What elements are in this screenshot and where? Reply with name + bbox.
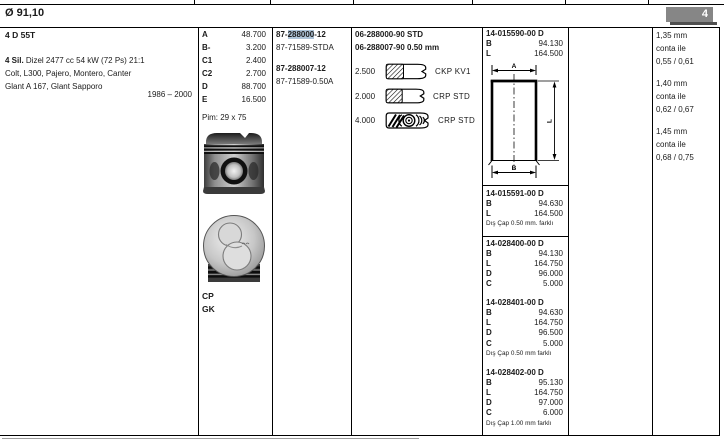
dim-row (202, 69, 266, 82)
liner-block (486, 238, 563, 290)
dim-row (202, 95, 266, 108)
liner-dim-label: C (486, 408, 492, 418)
liner-dim-value: 94.630 (538, 308, 563, 317)
liner-dim-row (486, 259, 563, 269)
liner-dim-row (486, 249, 563, 259)
liner-dim-row (486, 279, 563, 289)
gasket-note (656, 125, 716, 164)
grid-stub (194, 0, 195, 4)
liner-dim-label: B (486, 377, 492, 387)
liner-dim-label: L (486, 258, 491, 268)
ring-type-label: CRP STD (433, 91, 471, 101)
liner-dim-value: 164.750 (534, 258, 563, 268)
dim-value: 48.700 (241, 29, 266, 39)
gasket-label: conta ile (656, 140, 686, 149)
cylinder-count: 4 Sil. (5, 56, 24, 65)
piston-number-alt-oversize: 87-71589-0.50A (276, 77, 334, 86)
bore-diameter-heading: Ø 91,10 (5, 7, 45, 19)
compression-ring-icon (385, 88, 425, 104)
liner-dim-value: 164.500 (534, 49, 563, 59)
column-border (351, 27, 352, 435)
engine-spec-line (5, 56, 195, 66)
gasket-range: 0,55 / 0,61 (656, 57, 694, 66)
oil-ring-icon (385, 111, 430, 130)
liner-dim-b-label: B (511, 165, 517, 172)
gasket-thickness: 1,35 mm (656, 31, 688, 40)
ring-row (355, 111, 475, 130)
ring-type-label: CRP STD (438, 115, 476, 125)
dim-value: 2.700 (245, 69, 266, 79)
liner-dim-value: 164.750 (534, 318, 563, 328)
gasket-range: 0,68 / 0,75 (656, 153, 694, 162)
dim-label: C2 (202, 69, 213, 79)
liner-number: 14-015591-00 D (486, 188, 544, 198)
pn-suffix: -12 (314, 29, 326, 39)
grid-stub (565, 0, 566, 4)
production-years: 1986 – 2000 (147, 90, 192, 99)
liner-dim-row (486, 398, 563, 408)
piston-dimensions (202, 30, 266, 109)
ring-type-label: CKP KV1 (435, 67, 471, 76)
grid-stub (270, 0, 271, 4)
liner-dim-label: B (486, 248, 492, 258)
liner-dim-label: L (486, 49, 491, 59)
engine-spec: Dizel 2477 cc 54 kW (72 Ps) 21:1 (23, 56, 145, 65)
dim-label: C1 (202, 55, 213, 65)
liner-dim-value: 95.130 (538, 377, 563, 387)
bottom-shadow (2, 438, 419, 439)
liner-dim-row (486, 308, 563, 318)
gasket-note (656, 29, 716, 68)
liner-dim-row (486, 209, 563, 219)
liner-dim-value: 96.000 (538, 268, 563, 278)
dim-label: D (202, 82, 208, 92)
page-badge-shadow (670, 22, 717, 25)
compression-ring-icon (385, 63, 427, 80)
liner-dim-value: 164.750 (534, 387, 563, 397)
liner-dim-l-label: L (546, 119, 554, 123)
liner-dim-row (486, 388, 563, 398)
dim-row (202, 82, 266, 95)
liner-dim-row (486, 318, 563, 328)
engine-code: 4 D 55T (5, 29, 36, 40)
dim-value: 3.200 (245, 42, 266, 52)
liner-dim-label: L (486, 208, 491, 218)
piston-number-oversize: 87-288007-12 (276, 63, 326, 73)
liner-dim-label: D (486, 328, 492, 338)
liner-dim-value: 164.500 (534, 208, 563, 218)
gasket-label: conta ile (656, 92, 686, 101)
models-line-2: Glant A 167, Glant Sapporo (5, 82, 103, 91)
ring-row (355, 87, 470, 106)
liner-dim-row (486, 378, 563, 388)
liner-dim-value: 94.130 (538, 248, 563, 258)
dim-row (202, 43, 266, 56)
liner-number: 14-028402-00 D (486, 367, 544, 377)
column-border (198, 27, 199, 435)
pin-size: Pim: 29 x 75 (202, 113, 247, 122)
liner-dim-label: L (486, 318, 491, 328)
liner-note: Dış Çap 1.00 mm farklı (486, 419, 552, 427)
coating-code-gk: GK (202, 304, 215, 314)
liner-dim-a-label: A (511, 63, 517, 70)
dim-label: B- (202, 42, 211, 52)
dim-value: 2.400 (245, 55, 266, 65)
gasket-label: conta ile (656, 44, 686, 53)
ring-size: 2.000 (355, 91, 376, 101)
liner-dim-row (486, 408, 563, 418)
piston-number-alt-std: 87-71589-STDA (276, 43, 334, 52)
gasket-note (656, 77, 716, 116)
dim-value: 88.700 (241, 82, 266, 92)
gasket-thickness: 1,45 mm (656, 127, 688, 136)
liner-dim-label: C (486, 338, 492, 348)
liner-dim-value: 5.000 (542, 279, 563, 289)
liner-dim-row (486, 339, 563, 349)
dim-value: 16.500 (241, 95, 266, 105)
liner-dim-label: D (486, 268, 492, 278)
table-right-border (719, 27, 720, 435)
piston-side-photo (199, 130, 269, 196)
liner-dim-label: B (486, 198, 492, 208)
liner-block (486, 367, 563, 428)
liner-note: Dış Çap 0.50 mm. farklı (486, 220, 554, 228)
grid-stub (353, 0, 354, 4)
table-top-border (0, 27, 720, 29)
gasket-thickness: 1,40 mm (656, 79, 688, 88)
grid-stub (472, 0, 473, 4)
gasket-range: 0,62 / 0,67 (656, 105, 694, 114)
pn-prefix: 87- (276, 29, 288, 39)
liner-dim-label: B (486, 39, 492, 48)
liner-dim-label: C (486, 279, 492, 289)
liner-dim-row (486, 39, 563, 49)
dim-row (202, 30, 266, 43)
liner-dim-value: 94.630 (538, 198, 563, 208)
liner-dim-row (486, 199, 563, 209)
liner-dim-row (486, 328, 563, 338)
liner-dim-label: D (486, 397, 492, 407)
liner-diagram (482, 59, 568, 183)
ring-size: 2.500 (355, 67, 376, 76)
liner-note: Dış Çap 0.50 mm farklı (486, 350, 552, 358)
dim-label: E (202, 95, 208, 105)
liner-number: 14-015590-00 D (486, 29, 544, 38)
ring-size: 4.000 (355, 115, 376, 125)
liner-dim-value: 94.130 (538, 39, 563, 48)
ring-row (355, 62, 471, 81)
piston-top-photo (201, 214, 267, 285)
ringset-number-std: 06-288000-90 STD (355, 29, 424, 39)
column-border (272, 27, 273, 435)
dim-label: A (202, 29, 208, 39)
ringset-number-oversize: 06-288007-90 0.50 mm (355, 43, 440, 52)
liner-dim-label: L (486, 387, 491, 397)
models-line-1: Colt, L300, Pajero, Montero, Canter (5, 69, 132, 78)
liner-block (486, 188, 563, 229)
liner-dim-label: B (486, 308, 492, 317)
liner-dim-value: 5.000 (542, 338, 563, 348)
column-border (652, 27, 653, 435)
liner-block (486, 28, 563, 59)
table-bottom-border (0, 435, 720, 437)
liner-dim-value: 97.000 (538, 397, 563, 407)
piston-number-std (276, 30, 326, 40)
liner-dim-value: 6.000 (542, 408, 563, 418)
liner-block (486, 297, 563, 358)
liner-number: 14-028401-00 D (486, 298, 544, 307)
page-number-badge: 4 (666, 7, 713, 23)
grid-line-top (0, 4, 724, 5)
liner-separator (482, 185, 568, 186)
liner-number: 14-028400-00 D (486, 238, 544, 248)
coating-code-cp: CP (202, 291, 214, 301)
liner-dim-row (486, 269, 563, 279)
dim-row (202, 56, 266, 69)
liner-dim-row (486, 49, 563, 59)
pn-highlighted: 288000 (287, 29, 315, 39)
grid-stub (648, 0, 649, 4)
liner-dim-value: 96.500 (538, 328, 563, 338)
